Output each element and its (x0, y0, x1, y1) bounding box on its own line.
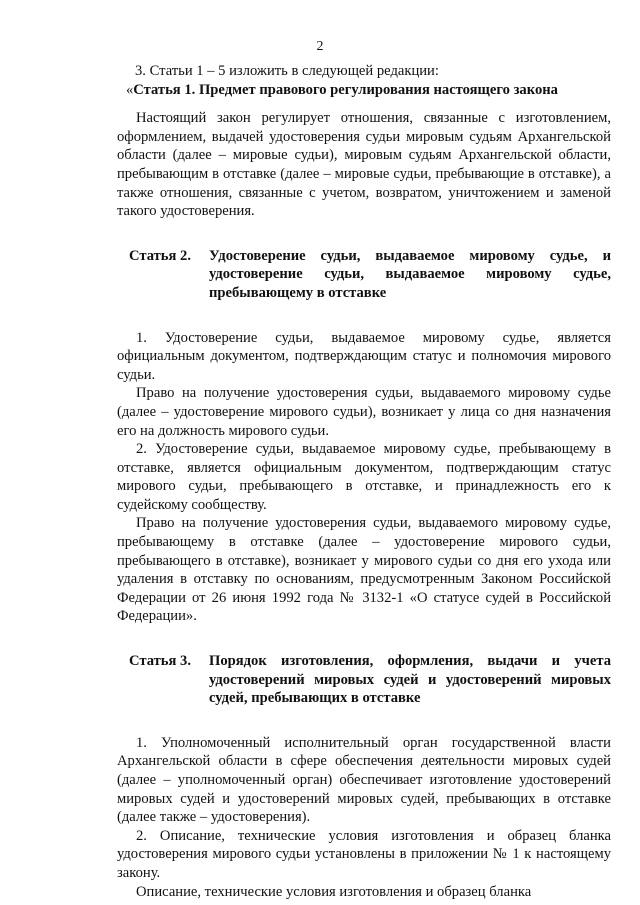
opening-quote: « (126, 81, 134, 98)
page-number: 2 (316, 39, 324, 54)
article-3-paragraph: 1. Уполномоченный исполнительный орган государственной власти Архангельской области в сфере обеспечения деятельности мировых судей (далее – уполномоченный орган) обеспечивает изготовление удостоверений мировых судей и удостоверений мировых судей, пребывающих в отставке (далее также – удостоверения). (117, 734, 611, 826)
article-1-heading (117, 81, 611, 100)
document-body (117, 62, 611, 901)
article-2-title: Удостоверение судьи, выдаваемое мировому судье, и удостоверение судьи, выдаваемое мировому судье, пребывающему в отставке (209, 247, 611, 301)
article-3-title: Порядок изготовления, оформления, выдачи и учета удостоверений мировых судей и удостоверений мировых судей, пребывающих в отставке (209, 653, 611, 707)
article-2-paragraph: 2. Удостоверение судьи, выдаваемое мировому судье, пребывающему в отставке, является официальным документом, подтверждающим статус мирового судьи, пребывающего в отставке, и принадлежность его к судейскому сообществу. (117, 441, 611, 513)
article-2-paragraph: Право на получение удостоверения судьи, выдаваемого мировому судье, пребывающему в отставке (далее – удостоверение мирового судьи, пребывающего в отставке), возникает у мирового судьи со дня его ухода или удаления в отставку по основаниям, предусмотренным Законом Российской Федерации от 26 июня 1992 года № 3132-1 «О статусе судей в Российской Федерации». (117, 515, 611, 625)
article-2-label: Статья 2. (129, 247, 191, 264)
amendment-intro: 3. Статьи 1 – 5 изложить в следующей редакции: (135, 63, 439, 79)
article-2-heading (117, 247, 611, 303)
article-1-label: Статья 1. (133, 81, 196, 98)
article-3-paragraph: 2. Описание, технические условия изготовления и образец бланка удостоверения мирового судьи установлены в приложении № 1 к настоящему закону. (117, 827, 611, 881)
article-3-paragraph: Описание, технические условия изготовления и образец бланка (136, 883, 532, 900)
article-3-heading (117, 652, 611, 708)
article-1-paragraph: Настоящий закон регулирует отношения, связанные с изготовлением, оформлением, выдачей удостоверения судьи мировым судьям Архангельской области (далее – мировые судьи), мировым судьям Архангельской области, пребывающим в отставке (далее – мировые судьи, пребывающие в отставке), а также отношения, связанные с учетом, возвратом, уничтожением и заменой такого удостоверения. (117, 110, 611, 220)
article-2-paragraph: 1. Удостоверение судьи, выдаваемое мировому судье, является официальным документом, подтверждающим статус и полномочия мирового судьи. (117, 329, 611, 383)
article-3-label: Статья 3. (129, 653, 191, 670)
article-1-title: Предмет правового регулирования настоящего закона (198, 81, 558, 98)
article-2-paragraph: Право на получение удостоверения судьи, выдаваемого мировому судье (далее – удостоверение мирового судьи), возникает у лица со дня назначения его на должность мирового судьи. (117, 385, 611, 439)
